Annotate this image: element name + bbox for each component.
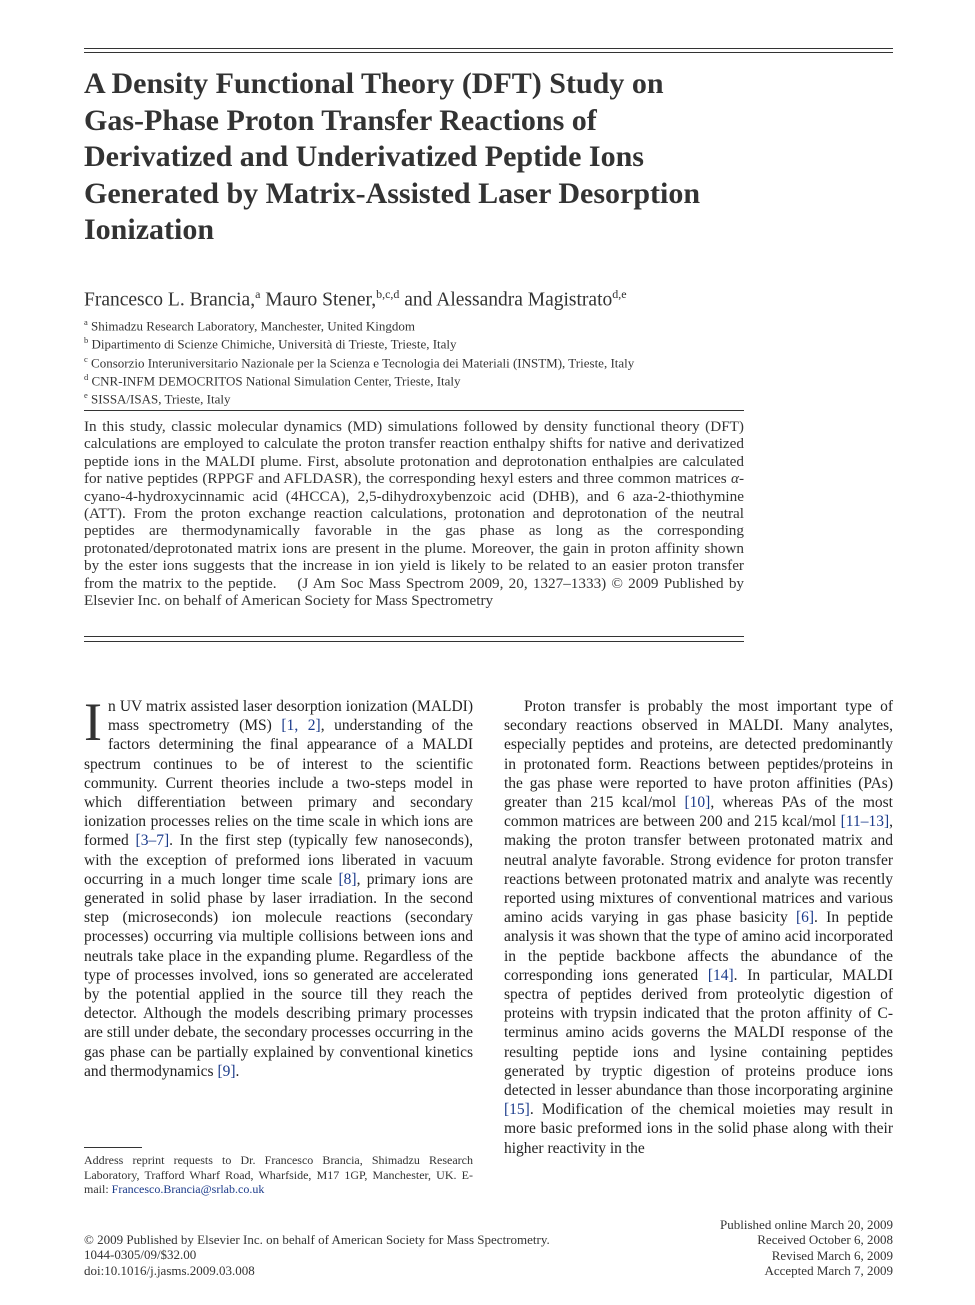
affiliation-list — [84, 315, 634, 407]
body-text: , whereas PAs of the most common matrices are between 200 and 215 kcal/mol — [504, 794, 893, 831]
abstract-bottom-rule-2 — [84, 641, 744, 642]
revised-date: Revised March 6, 2009 — [771, 1247, 893, 1263]
affiliation — [84, 333, 634, 351]
journal-citation: (J Am Soc Mass Spectrom 2009, 20, 1327–1333) © 2009 Published by Elsevier Inc. on behalf of American Society for Mass Spectrometry — [84, 574, 745, 610]
publication-info — [84, 1232, 550, 1278]
reference-link[interactable]: [8] — [338, 870, 357, 888]
affiliation-text: CNR-INFM DEMOCRITOS National Simulation Center, Trieste, Italy — [91, 373, 461, 389]
body-text: n UV matrix assisted laser desorption ionization (MALDI) mass spectrometry (MS) — [107, 698, 473, 735]
body-column-left — [84, 692, 474, 1081]
abstract-text: In this study, classic molecular dynamics (MD) simulations followed by density functional theory (DFT) calculations are employed to calculate the proton transfer reaction enthalpy shifts for native and derivatized peptide ions in the MALDI plume. First, absolute protonation and deprotonation enthalpies are calculated for native peptides (RPPGF and AFLDASR), the corresponding hexyl esters and three common matrices — [84, 418, 744, 488]
alpha-symbol: α — [730, 470, 739, 488]
affiliation-mark: d — [84, 371, 89, 382]
reference-link[interactable]: [1, 2] — [281, 717, 321, 735]
abstract — [84, 418, 744, 609]
affiliation-text: SISSA/ISAS, Trieste, Italy — [91, 391, 231, 407]
body-text: . Modification of the chemical moieties may result in more basic preformed ions in the solid phase along with their higher reactivity in the — [504, 1101, 893, 1157]
author-conjunction: and — [404, 289, 433, 311]
email-link[interactable]: Francesco.Brancia@srlab.co.uk — [111, 1182, 265, 1196]
body-text: . In particular, MALDI spectra of peptides derived from proteolytic digestion of proteins with trypsin indicated that the proton affinity of C-terminus amino acids governs the MALDI response of the resulting peptide ions and lysine containing peptides generated by tryptic digestion of proteins produce ions detected in lesser abundance than those incorporating arginine — [504, 966, 893, 1100]
affiliation-mark: e — [84, 390, 88, 401]
affiliation-text: Shimadzu Research Laboratory, Manchester, United Kingdom — [91, 318, 415, 334]
reference-link[interactable]: [10] — [684, 794, 711, 812]
reference-link[interactable]: [15] — [504, 1101, 530, 1119]
affiliation — [84, 388, 634, 406]
body-text: Proton transfer is probably the most important type of secondary reactions observed in MALDI. Many analytes, especially peptides and proteins, are detected predominantly in protonated form. Reactions between peptides/proteins in the gas phase were reported to have proton affinities (PAs) greater than 215 kcal/mol — [504, 698, 893, 812]
affiliation — [84, 315, 634, 333]
correspondence-footnote — [84, 1153, 473, 1197]
top-rule-1 — [84, 48, 893, 49]
body-text: , primary ions are generated in solid phase by laser irradiation. In the second step (microseconds) ion molecule reactions (secondary processes) occurring via multiple collisions between ions and neutrals take place in the expanding plume. Regardless of the type of processes involved, ions so generated are accelerated by the potential applied in the source till they reach the detector. Although the models describing primary processes are still under debate, the secondary processes occurring in the gas phase can be partially explained by conventional kinetics and thermodynamics — [84, 870, 473, 1080]
author-name: Mauro Stener, — [265, 289, 377, 311]
author-list — [84, 287, 627, 312]
body-text: , making the proton transfer between protonated matrix and neutral analyte favorable. Strong evidence for proton transfer reactions between protonated matrix and analyte was recently reported using mixtures of conventional matrices and various amino acids varying in gas phase basicity — [504, 813, 893, 927]
doi: doi:10.1016/j.jasms.2009.03.008 — [84, 1262, 255, 1278]
body-text: . In the first step (typically few nanoseconds), with the exception of preformed ions liberated in vacuum occurring in a much longer time scale — [84, 832, 473, 888]
top-rule-2 — [84, 52, 893, 53]
affiliation — [84, 352, 634, 370]
issn-price: 1044-0305/09/$32.00 — [84, 1247, 197, 1263]
author-affil-mark: b,c,d — [376, 287, 400, 301]
body-text: . — [235, 1062, 240, 1080]
affiliation — [84, 370, 634, 388]
reference-link[interactable]: [3–7] — [135, 832, 170, 850]
affiliation-mark: a — [84, 317, 88, 327]
affiliation-mark: c — [84, 353, 88, 364]
body-column-right — [504, 697, 893, 1158]
article-dates — [720, 1217, 893, 1279]
author-affil-mark: a — [255, 287, 261, 301]
reference-link[interactable]: [11–13] — [840, 813, 890, 831]
footnote-rule — [84, 1147, 142, 1148]
copyright-line: © 2009 Published by Elsevier Inc. on behalf of American Society for Mass Spectrometry. — [84, 1232, 550, 1247]
drop-cap: I — [84, 692, 102, 752]
body-text: , understanding of the factors determining the final appearance of a MALDI spectrum continues to be of interest to the scientific community. Current theories include a two-steps model in which differentiation between primary and secondary ionization processes relies on the time scale in which ions are formed — [84, 717, 474, 850]
reference-link[interactable]: [6] — [795, 909, 815, 927]
abstract-text: -cyano-4-hydroxycinnamic acid (4HCCA), 2,5-dihydroxybenzoic acid (DHB), and 6 aza-2-thiothymine (ATT). From the proton exchange reaction calculations, protonation and deprotonation of the neutral peptides are thermodynamically favorable in the gas phase as long as the corresponding protonated/deprotonated matrix ions are present in the plume. Moreover, the gain in proton affinity shown by the ester ions suggests that the increase in ion yield is likely to be related to an easier proton transfer from the matrix to the peptide. — [84, 470, 744, 592]
author-affil-mark: d,e — [612, 287, 627, 301]
abstract-bottom-rule-1 — [84, 636, 744, 637]
footnote-text: Address reprint requests to Dr. Francesco Brancia, Shimadzu Research Laboratory, Trafford Wharf Road, Wharfside, M17 1GP, Manchester, UK. E-mail: — [84, 1153, 473, 1196]
received-date: Received October 6, 2008 — [757, 1232, 893, 1248]
article-title: A Density Functional Theory (DFT) Study on Gas-Phase Proton Transfer Reactions of Derivatized and Underivatized Peptide Ions Generated by Matrix-Assisted Laser Desorption Ionization — [84, 67, 701, 246]
affiliation-text: Consorzio Interuniversitario Nazionale per la Scienza e Tecnologia dei Materiali (INSTM), Trieste, Italy — [91, 354, 635, 370]
reference-link[interactable]: [9] — [217, 1062, 236, 1080]
reference-link[interactable]: [14] — [707, 966, 734, 984]
affiliation-mark: b — [84, 335, 89, 346]
abstract-top-rule — [84, 410, 744, 411]
author-name: Francesco L. Brancia, — [84, 289, 256, 311]
affiliation-text: Dipartimento di Scienze Chimiche, Università di Trieste, Trieste, Italy — [91, 336, 457, 352]
body-text: . In peptide analysis it was shown that the type of amino acid incorporated in the peptide backbone affects the abundance of the corresponding ions generated — [504, 909, 893, 984]
author-name: Alessandra Magistrato — [436, 289, 613, 311]
accepted-date: Accepted March 7, 2009 — [764, 1263, 893, 1279]
published-online-date: Published online March 20, 2009 — [720, 1217, 893, 1232]
